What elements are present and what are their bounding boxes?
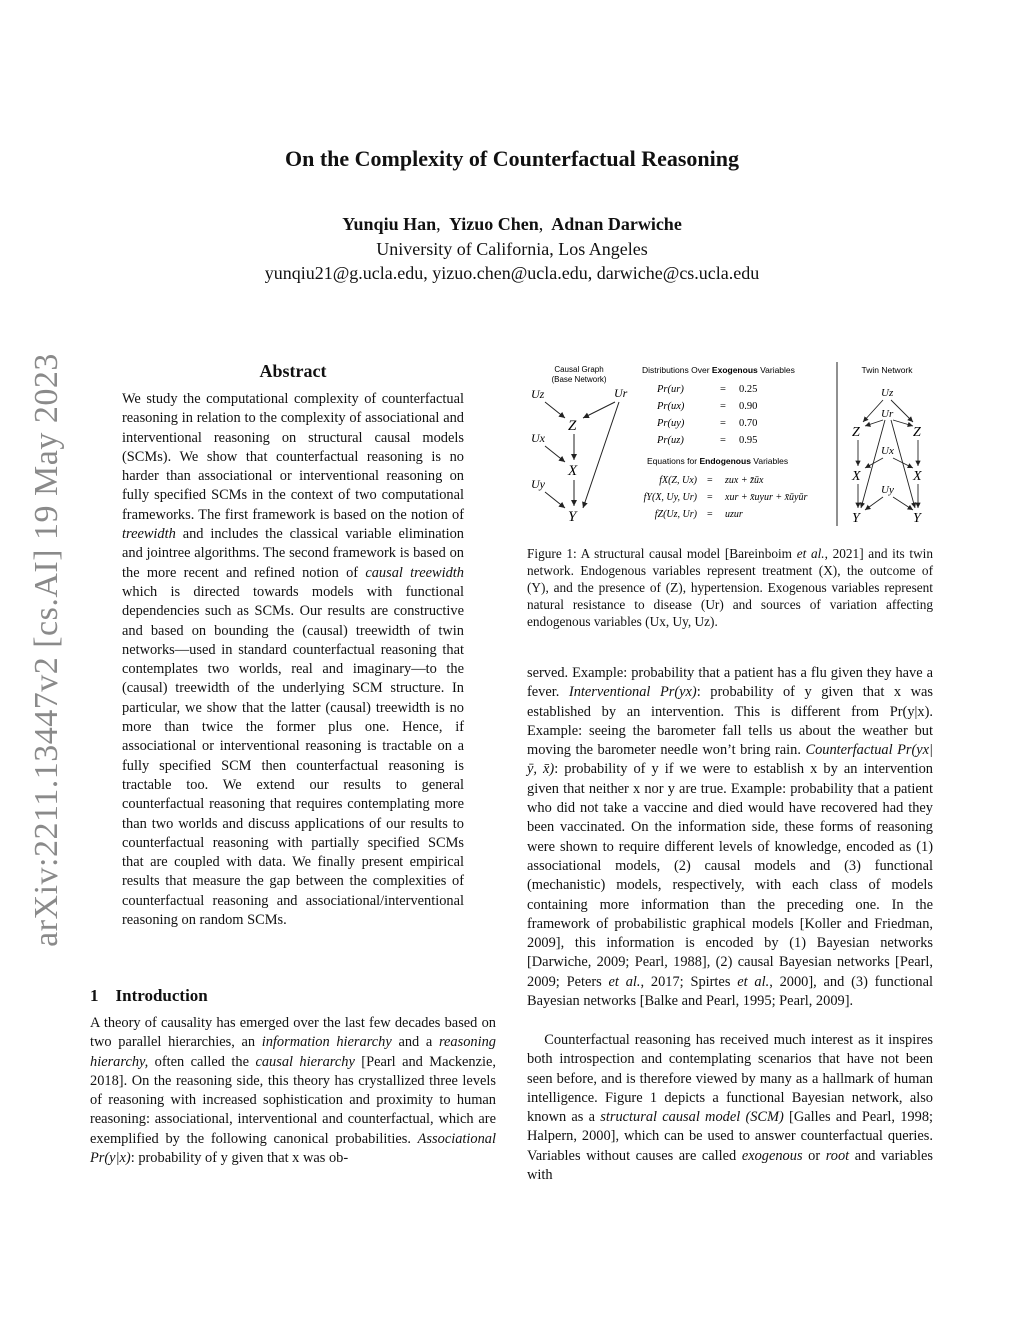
section-heading-introduction: 1 Introduction [90,986,208,1005]
body-emphasis: root [825,1147,850,1164]
twin-edge [865,420,883,426]
equation-lhs: fX(Z, Ux) [659,475,697,486]
abstract-heading: Abstract [259,361,327,381]
twin-node-z-twin: Z [913,425,921,440]
dist-value: 0.90 [739,401,758,412]
dist-lhs: Pr(ur) [657,384,684,395]
arxiv-id-text: arXiv:2211.13447v2 [cs.AI] 19 May 2023 [28,353,65,947]
node-uy: Uy [531,477,545,491]
twin-node-ux: Ux [881,445,894,457]
author-name: Yunqiu Han [342,214,437,234]
node-y: Y [568,509,577,525]
node-ux: Ux [531,431,545,445]
twin-node-z-real: Z [852,425,860,440]
equation-rhs: uzur [725,509,743,520]
node-ur: Ur [614,386,628,400]
author-name: Yizuo Chen [448,214,539,234]
body-text: served. Example: probability that a patient has a flu given they have a fever. [527,665,933,701]
abstract-emphasis: causal treewidth [365,564,464,581]
equation-eq: = [707,475,713,486]
caption-emphasis: et al. [796,546,825,561]
edge-uy-y [545,492,565,508]
caption-text: Figure 1: A structural causal model [Bareinboim [527,546,797,561]
node-uz: Uz [531,387,545,401]
dist-lhs: Pr(ux) [657,401,685,412]
twin-node-x-real: X [852,469,861,484]
distributions-title: Distributions Over Exogenous Variables [642,365,795,375]
twin-node-y-twin: Y [913,511,921,526]
body-text: or [802,1147,826,1164]
abstract-text: and includes the classical variable elimination and jointree algorithms. The second framework is based on the more recent and refined notion of [122,526,464,581]
equation-lhs: fZ(Uz, Ur) [654,509,697,520]
edge-ur-y [583,402,619,508]
author-name: Adnan Darwiche [551,214,682,234]
paper-title: On the Complexity of Counterfactual Reasoning [284,146,740,171]
intro-text: often called the [148,1053,256,1070]
dist-eq: = [720,384,726,395]
author-emails: yunqiu21@g.ucla.edu, yizuo.chen@ucla.edu, darwiche@cs.ucla.edu [264,263,760,283]
equation-rhs: zux + z̄ūx [725,475,764,486]
twin-edge [865,497,883,510]
intro-emphasis: reasoning hierarchy, [90,1034,496,1070]
intro-text: A theory of causality has emerged over the last few decades based on two parallel hierarchies, an [90,1015,496,1051]
twin-edge [893,420,913,426]
edge-ur-z [583,402,615,418]
causal-graph-title: Causal Graph [554,365,604,374]
body-text: , 2017; Spirtes [640,973,738,990]
node-x: X [568,463,578,479]
body-emphasis: structural causal model (SCM) [600,1109,784,1126]
edge-uz-z [545,402,565,418]
intro-emphasis: causal hierarchy [255,1053,355,1070]
equations-title: Equations for Endogenous Variables [647,456,789,466]
dist-value: 0.95 [739,435,758,446]
figure-1 [527,360,937,530]
causal-graph-edges [545,402,619,508]
body-text: and variables with [527,1147,934,1184]
body-text: Counterfactual reasoning has received much interest as it inspires both introspection and contemplating scenarios that have not been seen before, and is therefore viewed by many as a hallmark of human intelligence. Figure 1 depicts a functional Bayesian network, also known as a [527,1032,933,1126]
intro-paragraph [90,1014,496,1168]
dist-eq: = [720,435,726,446]
abstract-text: which is directed towards models with functional dependencies such as SCMs. Our results are constructive and based on bounding the (causal) treewidth of twin networks—used in standard counterfactual reasoning that contemplates two worlds, real and imaginary—to the (causal) treewidth of the underlying SCM structure. In particular, we show that the latter (causal) treewidth is no more than twice the former plus one. Hence, if associational or interventional reasoning is tractable on a fully specified SCM then counterfactual reasoning is tractable too. We extend our results to general counterfactual reasoning that requires contemplating more than two worlds and discuss applications of our results to counterfactual reasoning with partially specified SCMs that are coupled with data. We finally present empirical results that measure the gap between the complexities of counterfactual reasoning and associational/interventional reasoning on random SCMs. [122,583,464,929]
abstract-emphasis: treewidth [122,526,176,543]
intro-text: : probability of y given that x was ob- [130,1150,349,1167]
abstract-body [122,390,464,930]
twin-node-y-real: Y [852,511,860,526]
dist-value: 0.25 [739,384,758,395]
twin-edge [863,400,883,422]
body-text: , 2000], and (3) functional Bayesian networks [Balke and Pearl, 1995; Pearl, 2009]. [527,973,933,1010]
intro-emphasis: information hierarchy [261,1034,392,1051]
dist-value: 0.70 [739,418,758,429]
body-text: : probability of y if we were to establish x by an intervention given that neither x nor y are true. Example: probability that a patient who did not take a vaccine and died would have recovered had they been vaccinated. On the information side, these forms of reasoning were shown to require different levels of knowledge, encoded as (1) associational models, (2) causal models and (3) functional (mechanistic) models, respectively, with each class of models containing more information than the preceding one. In the framework of probabilistic graphical models [Koller and Friedman, 2009], this information is encoded by (1) Bayesian networks [Darwiche, 2009; Pearl, 1988], (2) causal Bayesian networks [Pearl, 2009; Peters [527,761,933,990]
equation-eq: = [707,509,713,520]
body-emphasis: et al. [737,973,770,990]
body-emphasis: Interventional Pr(yx) [568,684,697,701]
author-separator: , [538,214,544,234]
affiliation: University of California, Los Angeles [376,239,648,259]
twin-edge [891,400,913,422]
author-list [0,214,1024,235]
body-emphasis: et al. [608,973,641,990]
equation-list [644,475,808,520]
abstract-text: We study the computational complexity of counterfactual reasoning in relation to the complexity of associational and interventional reasoning on structural causal models (SCMs). We show that counterfactual reasoning is no harder than associational or interventional reasoning on fully specified SCMs in the context of two computational frameworks. The first framework is based on the notion of [122,391,464,523]
dist-eq: = [720,401,726,412]
equation-eq: = [707,492,713,503]
twin-edge [891,420,915,508]
node-z: Z [568,418,577,434]
arxiv-identifier [28,350,65,950]
intro-text: [Pearl and Mackenzie, 2018]. On the reasoning side, this theory has crystallized three levels of reasoning with increased sophistication and proximity to human reasoning: associational, interventional and counterfactual, which are exemplified by the following canonical probabilities. [90,1053,496,1147]
author-separator: , [436,214,441,234]
equation-lhs: fY(X, Uy, Ur) [643,492,697,503]
body-emphasis: Counterfactual Pr(yx|ȳ, x̄) [527,742,934,778]
dist-lhs: Pr(uz) [657,435,684,446]
twin-node-x-twin: X [913,469,922,484]
twin-node-uz: Uz [881,387,894,399]
distribution-list [656,384,757,446]
dist-lhs: Pr(uy) [657,418,685,429]
twin-node-ur: Ur [881,408,894,420]
equation-rhs: xur + x̄uyur + x̄ūyūr [725,492,808,503]
twin-network-title: Twin Network [861,365,913,375]
caption-text: , 2021] and its twin network. Endogenous variables represent treatment (X), the outcome of (Y), and the presence of (Z), hypertension. Exogenous variables represent natural resistance to disease (Ur) and sources of variation affecting endogenous variables (Ux, Uy, Uz). [527,546,934,629]
twin-node-uy: Uy [881,484,894,496]
causal-graph-subtitle: (Base Network) [551,375,607,384]
body-text: [Galles and Pearl, 1998; Halpern, 2000], which can be used to answer counterfactual queries. Variables without causes are called [527,1109,934,1164]
figure-1-caption [527,545,933,630]
intro-text: and a [391,1034,439,1051]
body-paragraph [527,1031,933,1185]
edge-ux-x [545,446,565,462]
twin-edge [893,497,913,510]
dist-eq: = [720,418,726,429]
body-paragraph [527,664,933,1011]
intro-emphasis: Associational Pr(y|x) [90,1130,496,1167]
body-text: : probability of y given that x was established by an intervention. This is different from Pr(y|x). Example: seeing the barometer fall tells us about the weather but moving the barometer needle won’t bring rain. [527,684,933,759]
body-emphasis: exogenous [741,1147,803,1164]
